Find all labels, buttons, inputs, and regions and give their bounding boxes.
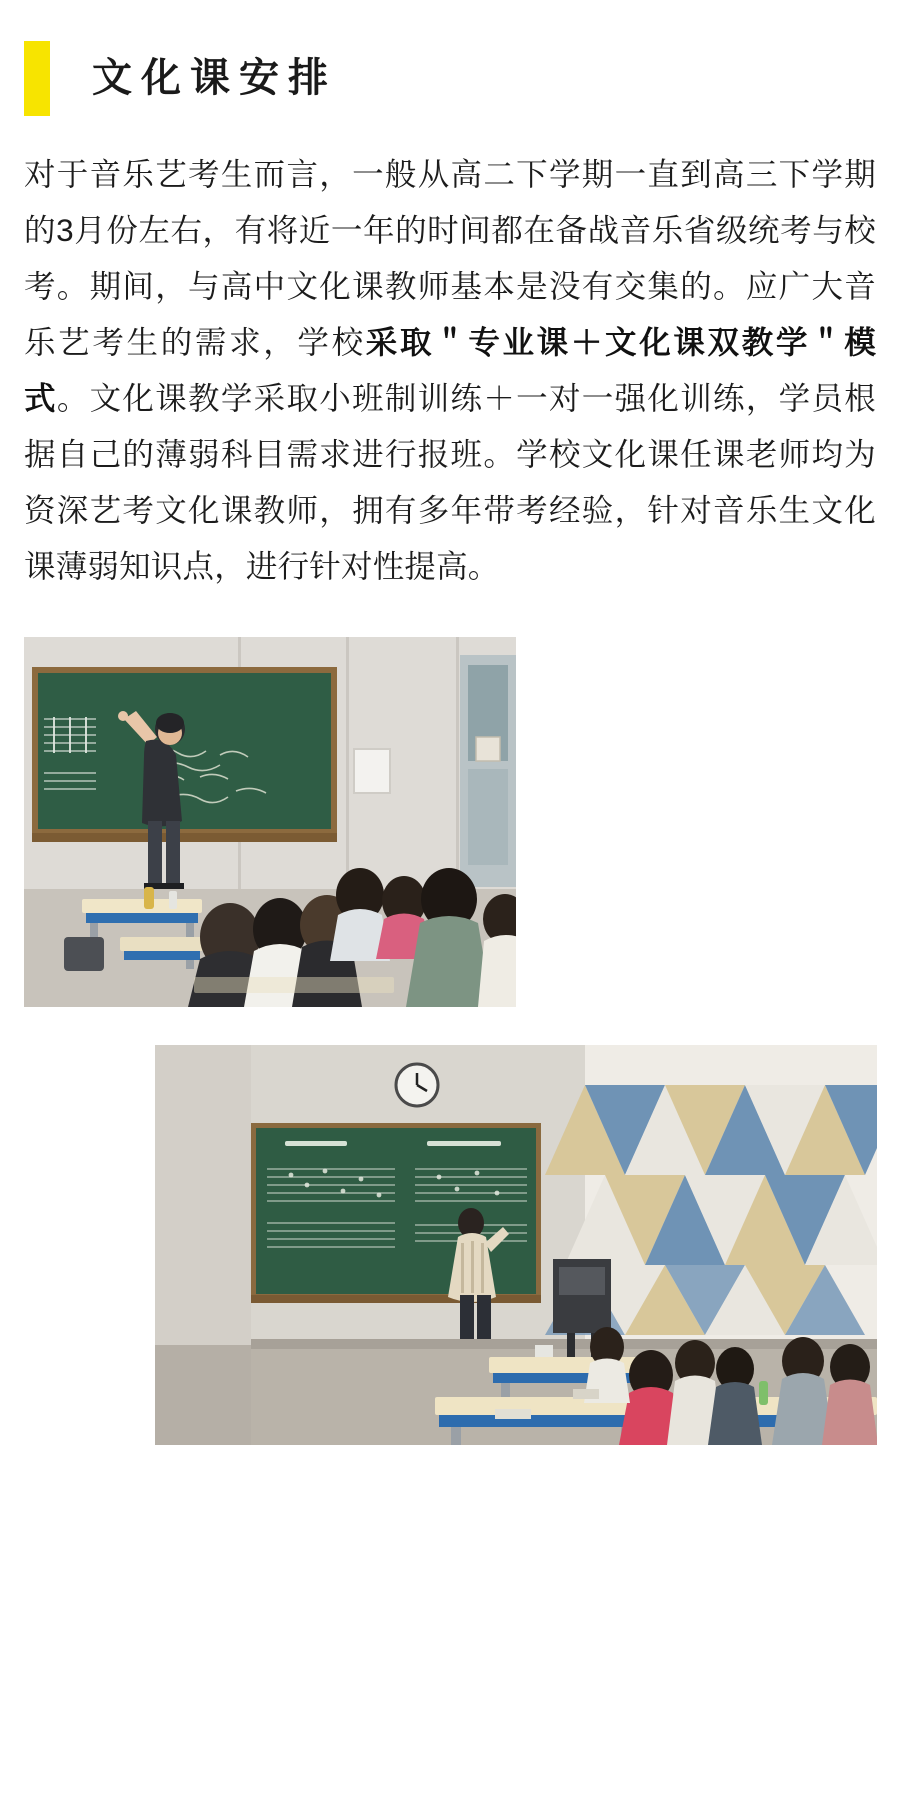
yellow-block-icon: [24, 41, 50, 116]
photo-gallery: [0, 637, 900, 1445]
article-paragraph: [24, 146, 876, 595]
paragraph-part-2: 。文化课教学采取小班制训练＋一对一强化训练，学员根据自己的薄弱科目需求进行报班。学校文化课任课老师均为资深艺考文化课教师，拥有多年带考经验，针对音乐生文化课薄弱知识点，进行针对性提高。: [24, 380, 876, 585]
photo-2-illustration: [155, 1045, 877, 1445]
paragraph-part-1: 采取＂专业课＋文化课双教学＂模式: [24, 324, 876, 417]
page-header: [0, 0, 900, 100]
paragraph-part-0: 对于音乐艺考生而言，一般从高二下学期一直到高三下学期的3月份左右，有将近一年的时间都在备战音乐省级统考与校考。期间，与高中文化课教师基本是没有交集的。应广大音乐艺考生的需求，学校: [24, 156, 876, 361]
classroom-photo-music-theory-lesson: [155, 1045, 877, 1445]
page-title: 文化课安排: [92, 55, 337, 100]
classroom-photo-teacher-at-blackboard: [24, 637, 516, 1007]
photo-1-illustration: [24, 637, 516, 1007]
